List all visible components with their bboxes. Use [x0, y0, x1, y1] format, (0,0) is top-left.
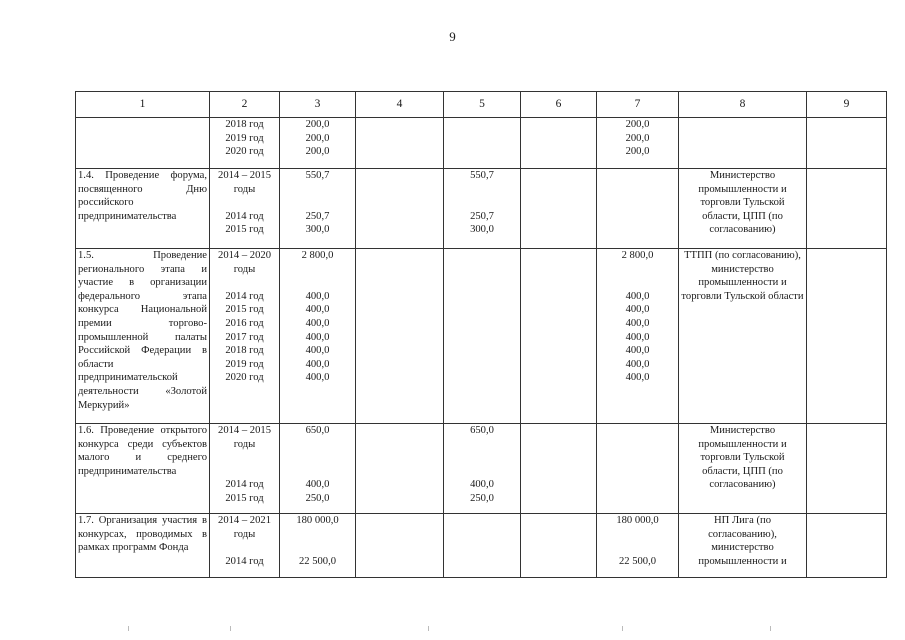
years-cell: 2014 – 2015 годы 2014 год 2015 год	[210, 424, 280, 514]
col-header: 1	[76, 92, 210, 118]
col-header: 7	[597, 92, 679, 118]
other-sources-cell: 200,0 200,0 200,0	[597, 118, 679, 169]
page-number: 9	[449, 29, 456, 44]
activity-name: 1.4. Проведение форума, посвященного Дню российского предпринимательства	[76, 169, 210, 249]
total-cell: 2 800,0 400,0 400,0 400,0 400,0 400,0 400,0 400,0	[280, 249, 356, 424]
total-cell: 200,0 200,0 200,0	[280, 118, 356, 169]
col-header: 2	[210, 92, 280, 118]
scan-mark	[128, 626, 129, 631]
activity-name: 1.6. Проведение открытого конкурса среди субъектов малого и среднего предпринимательства	[76, 424, 210, 514]
table-row	[76, 118, 887, 169]
total-cell: 650,0 400,0 250,0	[280, 424, 356, 514]
table-row	[76, 249, 887, 424]
scan-mark	[428, 626, 429, 631]
years-cell: 2014 – 2020 годы 2014 год 2015 год 2016 год 2017 год 2018 год 2019 год 2020 год	[210, 249, 280, 424]
executor-cell: Министерство промышленности и торговли Тульской области, ЦПП (по согласованию)	[679, 169, 807, 249]
table-row	[76, 424, 887, 514]
col-header: 3	[280, 92, 356, 118]
col-header: 9	[807, 92, 887, 118]
scan-mark	[622, 626, 623, 631]
executor-cell: ТТПП (по согласованию), министерство промышленности и торговли Тульской области	[679, 249, 807, 424]
col-header: 5	[444, 92, 521, 118]
years-cell: 2014 – 2015 годы 2014 год 2015 год	[210, 169, 280, 249]
scan-marks	[0, 626, 905, 634]
other-sources-cell: 180 000,0 22 500,0	[597, 514, 679, 578]
total-cell: 180 000,0 22 500,0	[280, 514, 356, 578]
table-row	[76, 169, 887, 249]
col-header: 6	[521, 92, 597, 118]
years-cell: 2018 год 2019 год 2020 год	[210, 118, 280, 169]
activity-name: 1.5. Проведение регионального этапа и участие в организации федерального этапа конкурса Национальной премии торгово-промышленной палаты Российской Федерации в области предпринимательской деятельности «Золотой Меркурий»	[76, 249, 210, 424]
program-table	[75, 91, 887, 578]
scan-mark	[770, 626, 771, 631]
executor-cell: НП Лига (по согласованию), министерство промышленности и	[679, 514, 807, 578]
total-cell: 550,7 250,7 300,0	[280, 169, 356, 249]
regional-budget-cell: 550,7 250,7 300,0	[444, 169, 521, 249]
scan-mark	[230, 626, 231, 631]
years-cell: 2014 – 2021 годы 2014 год	[210, 514, 280, 578]
activity-name: 1.7. Организация участия в конкурсах, проводимых в рамках программ Фонда	[76, 514, 210, 578]
col-header: 4	[356, 92, 444, 118]
col-header: 8	[679, 92, 807, 118]
header-row	[76, 92, 887, 118]
regional-budget-cell: 650,0 400,0 250,0	[444, 424, 521, 514]
table-row	[76, 514, 887, 578]
executor-cell: Министерство промышленности и торговли Тульской области, ЦПП (по согласованию)	[679, 424, 807, 514]
other-sources-cell: 2 800,0 400,0 400,0 400,0 400,0 400,0 400,0 400,0	[597, 249, 679, 424]
